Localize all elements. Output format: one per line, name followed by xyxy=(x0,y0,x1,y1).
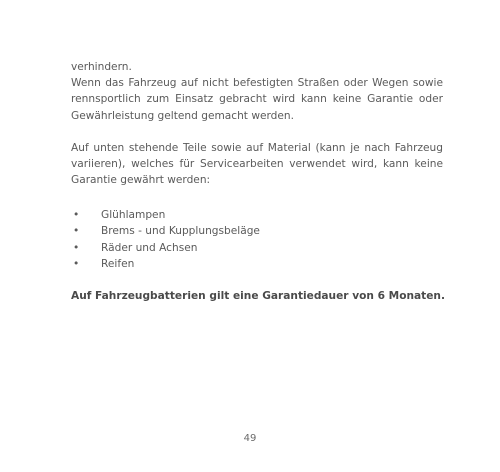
excluded-parts-list xyxy=(71,207,260,273)
paragraph-line: rennsportlich zum Einsatz gebracht wird kann keine Garantie oder xyxy=(71,93,443,106)
bullet-icon: • xyxy=(73,258,80,271)
warranty-exclusion-paragraph xyxy=(71,59,443,124)
paragraph-line: Auf unten stehende Teile sowie auf Material (kann je nach Fahrzeug xyxy=(71,142,443,154)
page-number: 49 xyxy=(243,433,257,444)
paragraph-line: Wenn das Fahrzeug auf nicht befestigten Straßen oder Wegen sowie xyxy=(71,77,443,90)
battery-warranty-note: Auf Fahrzeugbatterien gilt eine Garantiedauer von 6 Monaten. xyxy=(71,290,445,302)
paragraph-line: Garantie gewährt werden: xyxy=(71,174,211,187)
paragraph-line: Gewährleistung geltend gemacht werden. xyxy=(71,109,295,122)
bullet-icon: • xyxy=(73,209,80,221)
bullet-icon: • xyxy=(73,241,80,254)
list-item xyxy=(71,240,260,256)
paragraph-line: verhindern. xyxy=(71,61,132,73)
list-item-label: Reifen xyxy=(101,258,135,271)
list-item xyxy=(71,223,260,239)
bullet-icon: • xyxy=(73,225,80,238)
excluded-parts-paragraph xyxy=(71,140,443,189)
list-item-label: Brems - und Kupplungsbeläge xyxy=(101,225,260,238)
list-item xyxy=(71,207,260,223)
list-item-label: Räder und Achsen xyxy=(101,241,198,254)
list-item-label: Glühlampen xyxy=(101,209,166,221)
list-item xyxy=(71,256,260,272)
paragraph-line: variieren), welches für Servicearbeiten verwendet wird, kann keine xyxy=(71,158,443,171)
